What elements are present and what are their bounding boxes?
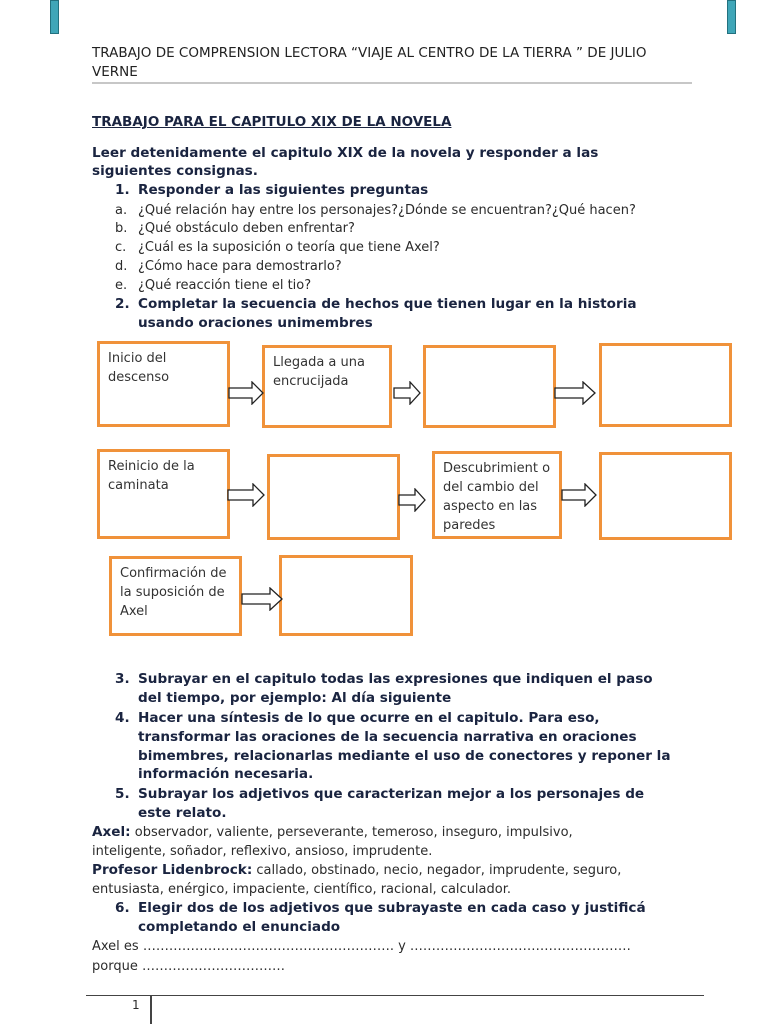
item-4-number: 4. <box>115 710 130 726</box>
arrow-right-icon <box>561 483 597 507</box>
item-5-line-1: Subrayar los adjetivos que caracterizan mejor a los personajes de <box>138 786 645 802</box>
item-4-line-3: bimembres, relacionarlas mediante el uso de conectores y reponer la <box>138 748 671 764</box>
question-e-letter: e. <box>115 278 128 293</box>
arrow-right-icon <box>228 381 264 405</box>
item-6-number: 6. <box>115 900 130 916</box>
axel-label: Axel: <box>92 824 131 840</box>
sequence-box-5: Reinicio de la caminata <box>97 449 230 539</box>
arrow-right-icon <box>554 381 596 405</box>
question-e-text: ¿Qué reacción tiene el tio? <box>138 278 312 293</box>
sequence-box-9: Confirmación de la suposición de Axel <box>109 556 242 636</box>
question-a-letter: a. <box>115 203 128 218</box>
header-line-2: VERNE <box>92 64 138 80</box>
item-4-line-1: Hacer una síntesis de lo que ocurre en el capitulo. Para eso, <box>138 710 600 726</box>
item-4-line-4: información necesaria. <box>138 766 314 782</box>
item-5-line-2: este relato. <box>138 805 227 821</box>
item-6-line-1: Elegir dos de los adjetivos que subrayaste en cada caso y justificá <box>138 900 646 916</box>
question-c-text: ¿Cuál es la suposición o teoría que tiene Axel? <box>138 240 440 255</box>
arrow-right-icon <box>241 587 283 611</box>
item-6-line-2: completando el enunciado <box>138 919 341 935</box>
sequence-box-6[interactable] <box>267 454 400 540</box>
axel-adjectives-line-2: inteligente, soñador, reflexivo, ansioso, imprudente. <box>92 844 433 859</box>
sequence-box-2: Llegada a una encrucijada <box>262 345 392 428</box>
sequence-box-10[interactable] <box>279 555 413 636</box>
arrow-right-icon <box>393 381 421 405</box>
item-5-number: 5. <box>115 786 130 802</box>
sequence-box-3[interactable] <box>423 345 556 428</box>
axel-adjectives-line-1 <box>92 823 573 842</box>
profesor-label: Profesor Lidenbrock: <box>92 862 253 878</box>
section-title: TRABAJO PARA EL CAPITULO XIX DE LA NOVELA <box>92 114 452 130</box>
footer-divider <box>86 995 704 996</box>
profesor-adjectives-line-1 <box>92 861 621 880</box>
question-d-letter: d. <box>115 259 128 274</box>
question-b-letter: b. <box>115 221 128 236</box>
question-a-text: ¿Qué relación hay entre los personajes?¿Dónde se encuentran?¿Qué hacen? <box>138 203 636 218</box>
question-d-text: ¿Cómo hace para demostrarlo? <box>138 259 342 274</box>
item-2-line-1: Completar la secuencia de hechos que tienen lugar en la historia <box>138 296 637 312</box>
item-1-number: 1. <box>115 182 130 198</box>
corner-mark-right <box>727 0 736 34</box>
profesor-adjectives-1: callado, obstinado, necio, negador, imprudente, seguro, <box>252 863 622 878</box>
sequence-box-7: Descubrimient o del cambio del aspecto en las paredes <box>432 451 562 539</box>
item-3-line-1: Subrayar en el capitulo todas las expresiones que indiquen el paso <box>138 671 653 687</box>
header-line-1: TRABAJO DE COMPRENSION LECTORA “VIAJE AL CENTRO DE LA TIERRA ” DE JULIO <box>92 45 647 61</box>
sequence-box-8[interactable] <box>599 452 732 540</box>
item-4-line-2: transformar las oraciones de la secuencia narrativa en oraciones <box>138 729 637 745</box>
question-c-letter: c. <box>115 240 127 255</box>
item-1-text: Responder a las siguientes preguntas <box>138 182 429 198</box>
item-3-number: 3. <box>115 671 130 687</box>
axel-adjectives-1: observador, valiente, perseverante, temeroso, inseguro, impulsivo, <box>130 825 573 840</box>
intro-line-2: siguientes consignas. <box>92 163 258 179</box>
question-b-text: ¿Qué obstáculo deben enfrentar? <box>138 221 355 236</box>
item-3-line-2: del tiempo, por ejemplo: Al día siguiente <box>138 690 452 706</box>
item-2-line-2: usando oraciones unimembres <box>138 315 373 331</box>
header-divider <box>92 82 692 84</box>
document-header <box>92 44 647 82</box>
profesor-adjectives-line-2: entusiasta, enérgico, impaciente, científico, racional, calculador. <box>92 882 512 897</box>
intro-line-1: Leer detenidamente el capitulo XIX de la novela y responder a las <box>92 145 599 161</box>
page-number: 1 <box>132 998 140 1012</box>
footer-vertical-divider <box>150 995 152 1024</box>
sequence-box-4[interactable] <box>599 343 732 427</box>
arrow-right-icon <box>398 488 426 512</box>
fill-in-line-2[interactable]: porque …………………………… <box>92 959 285 974</box>
corner-mark-left <box>50 0 59 34</box>
fill-in-line-1[interactable]: Axel es …………………………………………………. y …………………………………………… <box>92 939 631 954</box>
arrow-right-icon <box>227 483 265 507</box>
sequence-box-1: Inicio del descenso <box>97 341 230 427</box>
item-2-number: 2. <box>115 296 130 312</box>
